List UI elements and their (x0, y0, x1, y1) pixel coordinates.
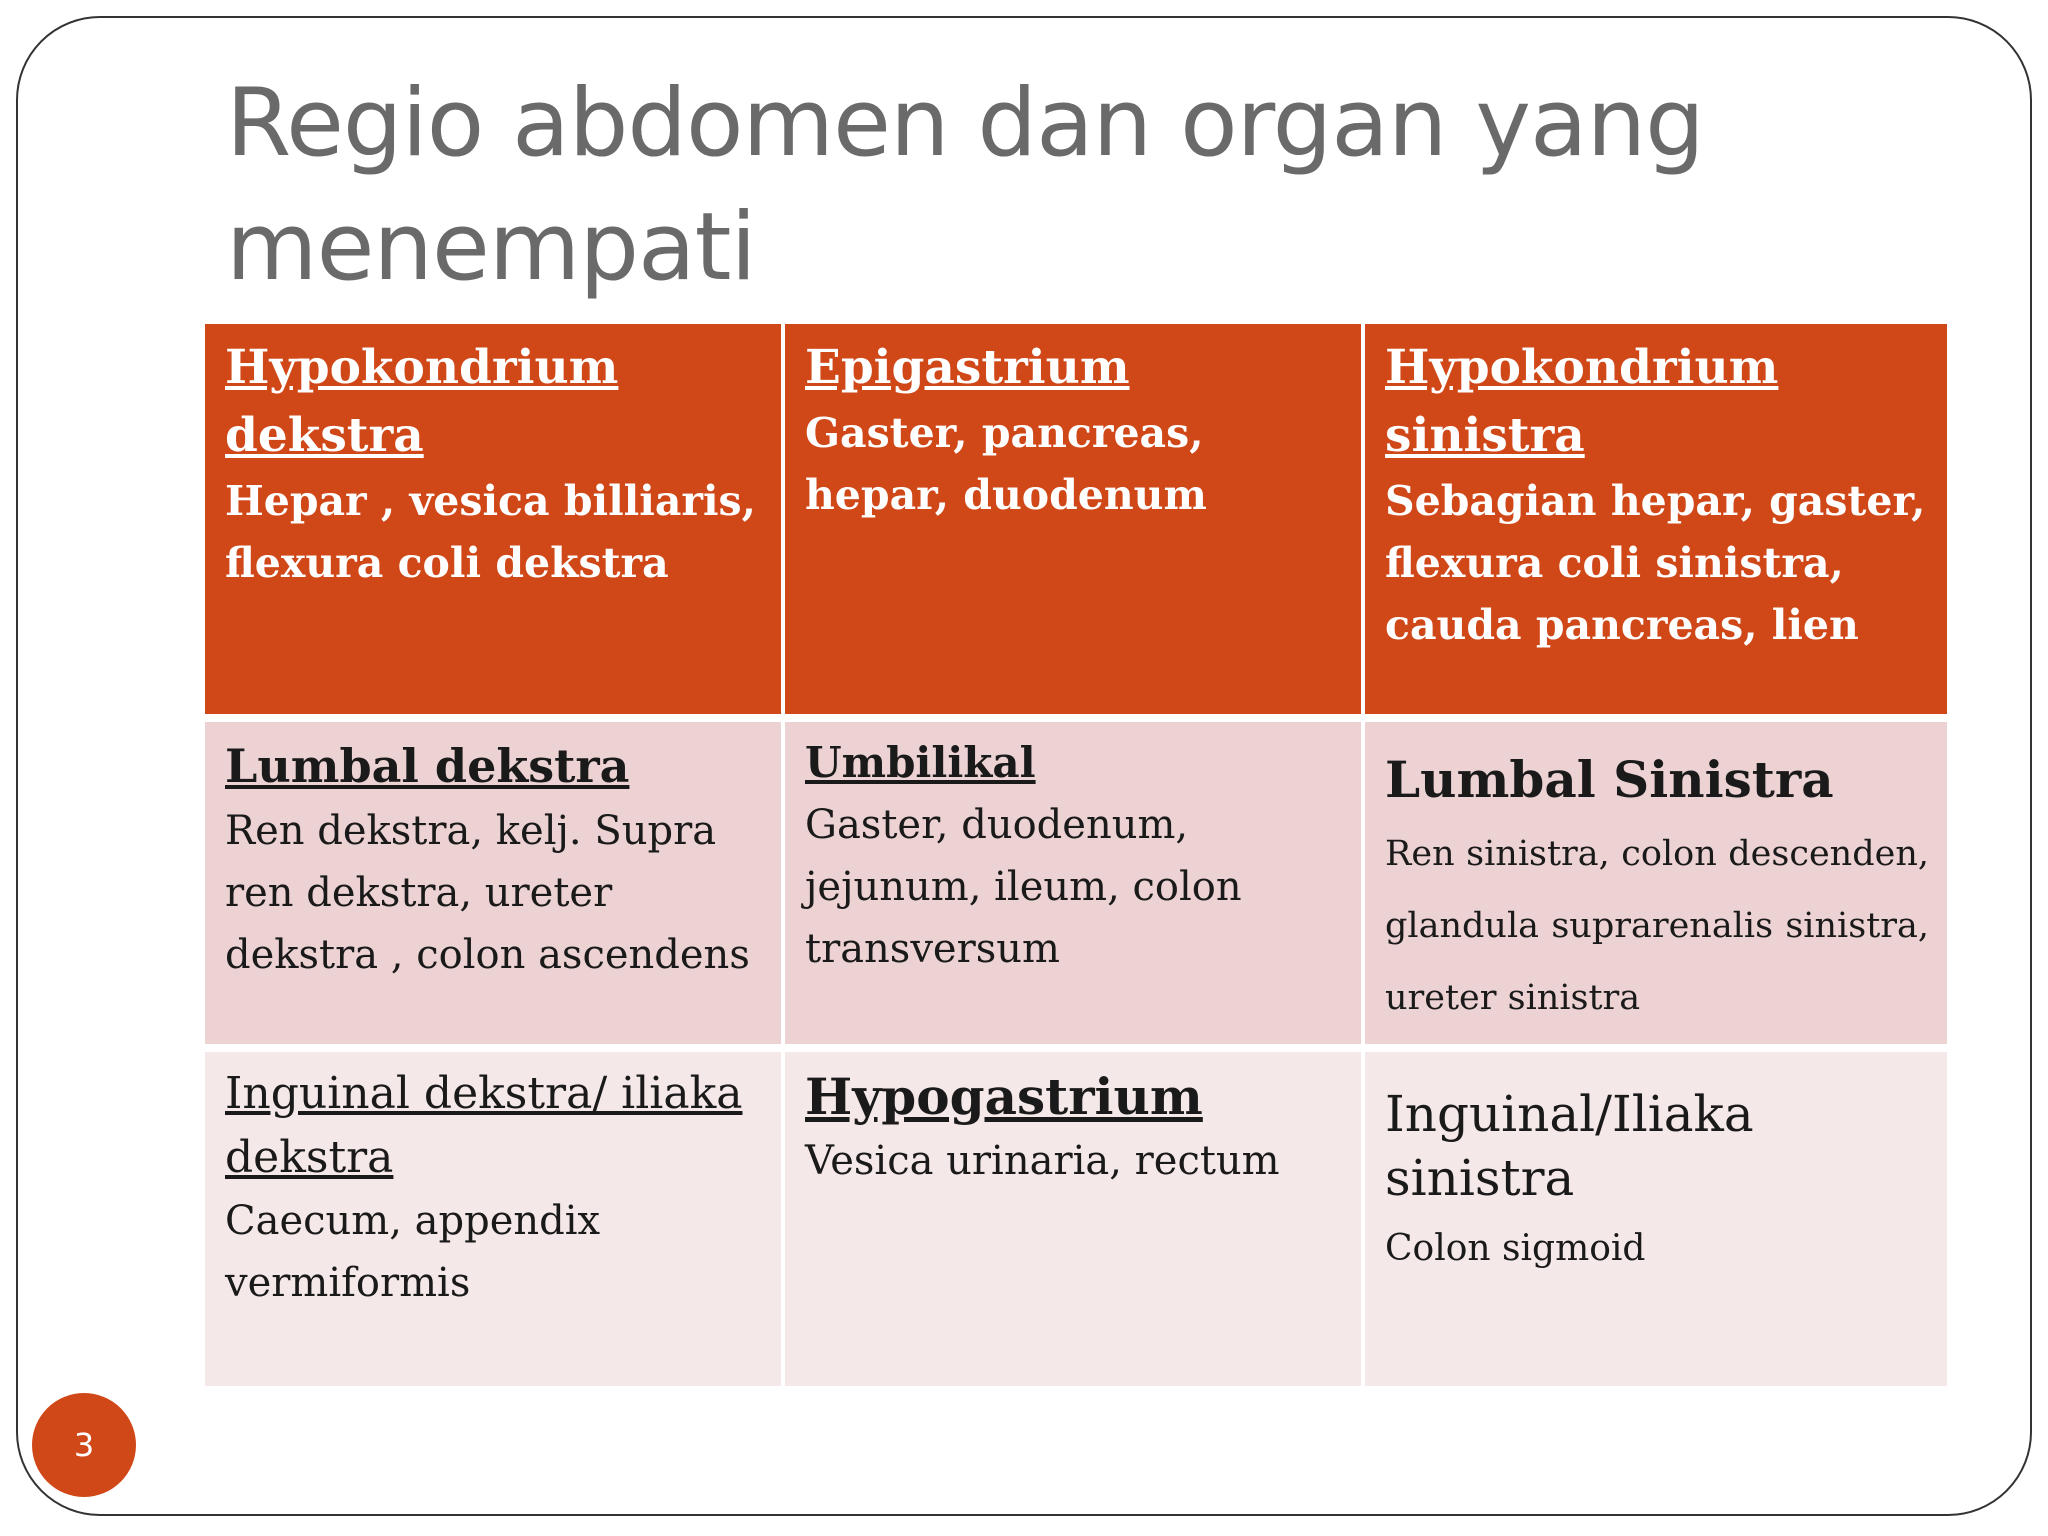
cell-hypokondrium-sinistra (1365, 324, 1947, 722)
region-name: Lumbal dekstra (225, 739, 630, 793)
cell-epigastrium (785, 324, 1365, 722)
region-organs: Ren sinistra, colon descenden, glandula suprarenalis sinistra, ureter sinistra (1385, 834, 1929, 1018)
region-name: Lumbal Sinistra (1385, 750, 1834, 809)
region-organs: Gaster, pancreas, hepar, duodenum (805, 409, 1207, 519)
region-name: Hypogastrium (805, 1067, 1203, 1126)
region-name: Epigastrium (805, 340, 1130, 395)
cell-lumbal-dekstra (205, 722, 785, 1052)
region-organs: Hepar , vesica billiaris, flexura coli dekstra (225, 477, 756, 587)
region-organs: Colon sigmoid (1385, 1228, 1646, 1269)
cell-umbilikal (785, 722, 1365, 1052)
region-organs: Caecum, appendix vermiformis (225, 1198, 601, 1306)
page-number-badge: 3 (32, 1393, 136, 1497)
region-table (205, 324, 1947, 1386)
slide-title: Regio abdomen dan organ yang menempati (226, 69, 1704, 302)
region-name: Inguinal/Iliaka sinistra (1385, 1085, 1754, 1207)
region-organs: Ren dekstra, kelj. Supra ren dekstra, ureter dekstra , colon ascendens (225, 808, 750, 978)
cell-hypogastrium (785, 1052, 1365, 1386)
cell-inguinal-dekstra (205, 1052, 785, 1386)
region-organs: Gaster, duodenum, jejunum, ileum, colon transversum (805, 802, 1242, 972)
region-organs: Vesica urinaria, rectum (805, 1138, 1280, 1184)
cell-lumbal-sinistra (1365, 722, 1947, 1052)
region-organs: Sebagian hepar, gaster, flexura coli sinistra, cauda pancreas, lien (1385, 477, 1926, 649)
cell-hypokondrium-dekstra (205, 324, 785, 722)
region-name: Umbilikal (805, 738, 1036, 787)
region-name: Hypokondrium sinistra (1385, 340, 1779, 463)
cell-inguinal-sinistra (1365, 1052, 1947, 1386)
region-name: Hypokondrium dekstra (225, 340, 619, 463)
region-name: Inguinal dekstra/ iliaka dekstra (225, 1068, 743, 1183)
